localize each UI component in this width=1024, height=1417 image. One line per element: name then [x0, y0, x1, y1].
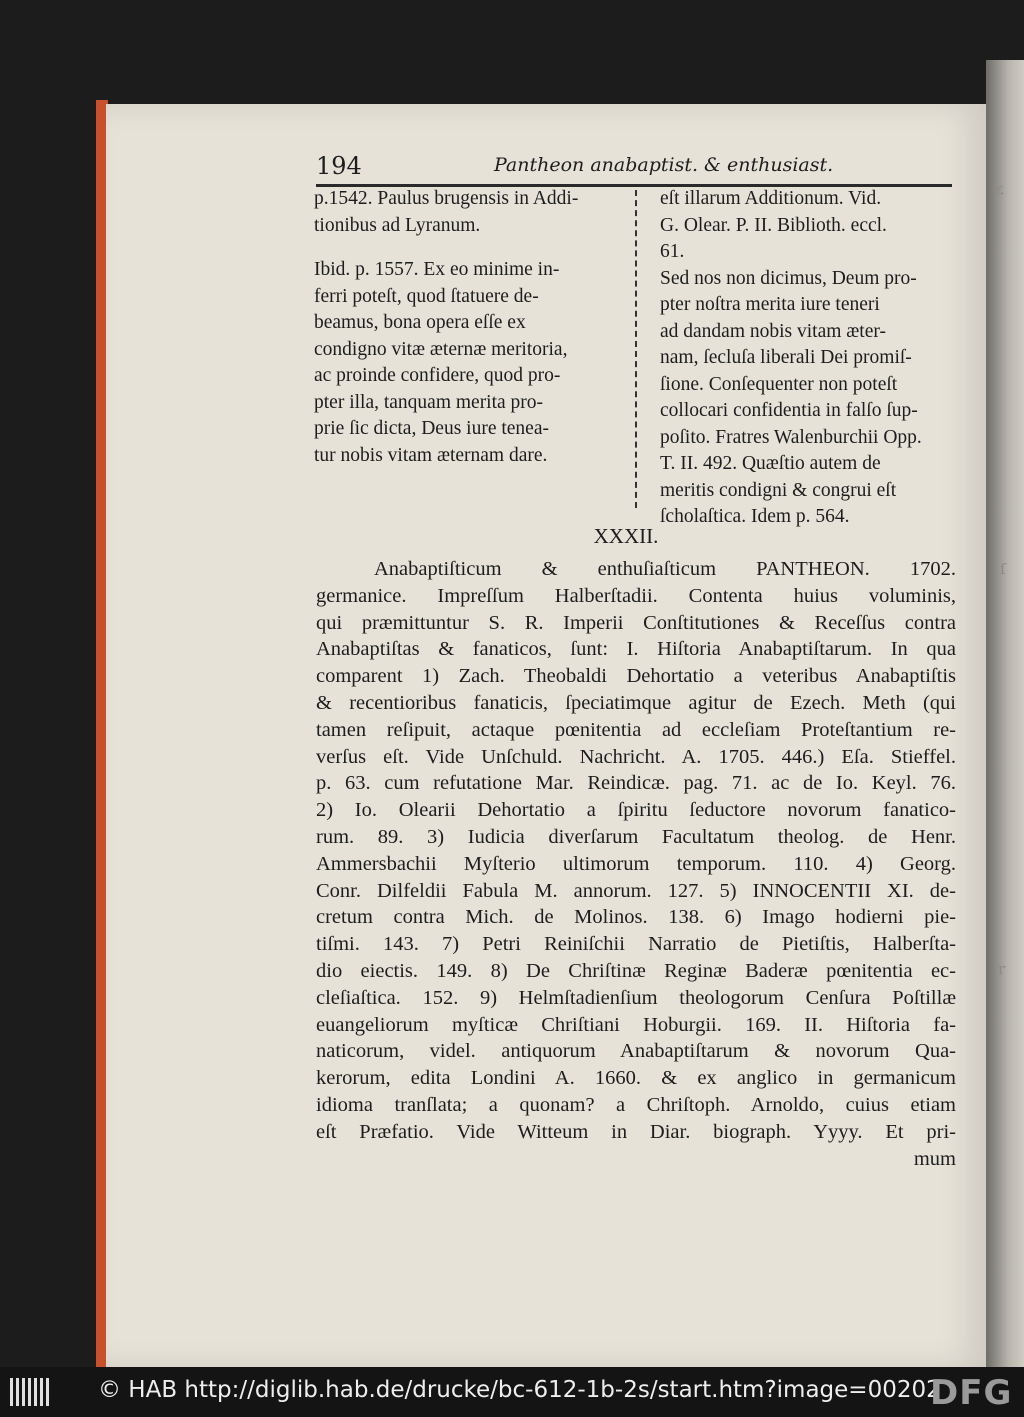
book-page	[106, 104, 986, 1367]
text-line: verſus eſt. Vide Unſchuld. Nachricht. A. 1705. 446.) Eſa. Stieffel.	[316, 745, 956, 768]
text-line: 2) Io. Olearii Dehortatio a ſpiritu ſeductore novorum fanatico-	[316, 799, 956, 822]
text-line: condigno vitæ æternæ meritoria,	[314, 338, 568, 360]
text-line: beamus, bona opera eſſe ex	[314, 312, 526, 333]
text-line: cleſiaſtica. 152. 9) Helmſtadienſium theologorum Cenſura Poſtillæ	[316, 986, 956, 1009]
text-line: eſt illarum Additionum. Vid.	[660, 188, 882, 209]
text-line: rum. 89. 3) Iudicia diverſarum Facultatum theolog. de Henr.	[316, 825, 956, 848]
text-line: euangeliorum myſticæ Chriſtiani Hoburgii. 169. II. Hiſtoria fa-	[316, 1013, 956, 1036]
text-line: kerorum, edita Londini A. 1660. & ex anglico in germanicum	[316, 1067, 956, 1090]
text-line: nam, ſecluſa liberali Dei promiſ-	[660, 347, 912, 368]
column-divider	[635, 190, 637, 508]
text-line: p. 63. cum refutatione Mar. Reindicæ. pag. 71. ac de Io. Keyl. 76.	[316, 772, 956, 795]
text-line: tur nobis vitam æternam dare.	[314, 444, 548, 466]
right-column	[660, 186, 956, 531]
text-line: qui præmittuntur S. R. Imperii Conſtitutiones & Receſſus contra	[316, 611, 956, 634]
text-line: pter noſtra merita iure teneri	[660, 294, 880, 315]
running-head	[316, 152, 966, 182]
text-line: ac proinde confidere, quod pro-	[314, 365, 561, 386]
text-line: naticorum, videl. antiquorum Anabaptiſtarum & novorum Qua-	[316, 1040, 956, 1063]
text-line: dio eiectis. 149. 8) De Chriſtinæ Reginæ Baderæ pœnitentia ec-	[316, 959, 956, 982]
text-line: meritis condigni & congrui eſt	[660, 479, 897, 501]
facing-page-edge: ε ſ r	[986, 60, 1024, 1367]
text-line: Ibid. p. 1557. Ex eo minime in-	[314, 259, 560, 280]
section-body	[316, 556, 956, 1172]
running-title: Pantheon anabaptist. & enthusiast.	[494, 154, 834, 176]
text-line: tamen reſipuit, actaque pœnitentia ad eccleſiam Proteſtantium re-	[316, 718, 956, 741]
section-heading: XXXII.	[593, 524, 659, 548]
text-line: Anabaptiſtas & fanaticos, ſunt: I. Hiſtoria Anabaptiſtarum. In qua	[316, 638, 956, 661]
text-line: tionibus ad Lyranum.	[314, 214, 481, 236]
text-line: prie ſic dicta, Deus iure tenea-	[314, 418, 549, 439]
dfg-logo: DFG	[930, 1373, 1013, 1413]
text-line: pter illa, tanquam merita pro-	[314, 391, 544, 413]
text-line: Anabaptiſticum & enthuſiaſticum PANTHEON. 1702.	[374, 558, 956, 580]
text-line: eſt Præfatio. Vide Witteum in Diar. biograph. Yyyy. Et pri-	[316, 1120, 956, 1143]
text-line: Ammersbachii Myſterio ultimorum temporum. 110. 4) Georg.	[316, 852, 956, 875]
text-line: Sed nos non dicimus, Deum pro-	[660, 267, 917, 289]
text-line: ferri poteſt, quod ſtatuere de-	[314, 285, 539, 307]
text-line: cretum contra Mich. de Molinos. 138. 6) Imago hodierni pie-	[316, 906, 956, 929]
text-line: ſcholaſtica. Idem p. 564.	[660, 506, 850, 527]
page-number: 194	[316, 152, 362, 180]
paragraph-gap	[314, 239, 632, 257]
copyright-link[interactable]: © HAB http://diglib.hab.de/drucke/bc-612-1b-2s/start.htm?image=00202	[98, 1377, 941, 1403]
text-line: G. Olear. P. II. Biblioth. eccl.	[660, 214, 887, 236]
hab-barcode-icon	[10, 1378, 50, 1406]
text-line: idioma tranſlata; a quonam? a Chriſtoph. Arnoldo, cuius etiam	[316, 1093, 956, 1116]
left-column	[314, 186, 632, 469]
text-line: T. II. 492. Quæſtio autem de	[660, 453, 881, 474]
text-line: collocari confidentia in falſo ſup-	[660, 400, 918, 421]
text-line: Conr. Dilfeldii Fabula M. annorum. 127. 5) INNOCENTII XI. de-	[316, 879, 956, 902]
text-line: & recentioribus fanaticis, ſpeciatimque agitur de Ezech. Meth (qui	[316, 691, 956, 714]
footer-bar	[0, 1367, 1024, 1417]
text-line: germanice. Impreſſum Halberſtadii. Contenta huius voluminis,	[316, 584, 956, 607]
text-line: ſione. Conſequenter non poteſt	[660, 373, 898, 395]
text-line: p.1542. Paulus brugensis in Addi-	[314, 188, 579, 209]
catchword: mum	[913, 1147, 956, 1170]
text-line: comparent 1) Zach. Theobaldi Dehortatio a veteribus Anabaptiſtis	[316, 665, 956, 688]
text-line: tiſmi. 143. 7) Petri Reiniſchii Narratio de Pietiſtis, Halberſta-	[316, 933, 956, 956]
text-line: 61.	[660, 241, 685, 262]
text-line: poſito. Fratres Walenburchii Opp.	[660, 426, 922, 448]
text-line: ad dandam nobis vitam æter-	[660, 320, 886, 342]
